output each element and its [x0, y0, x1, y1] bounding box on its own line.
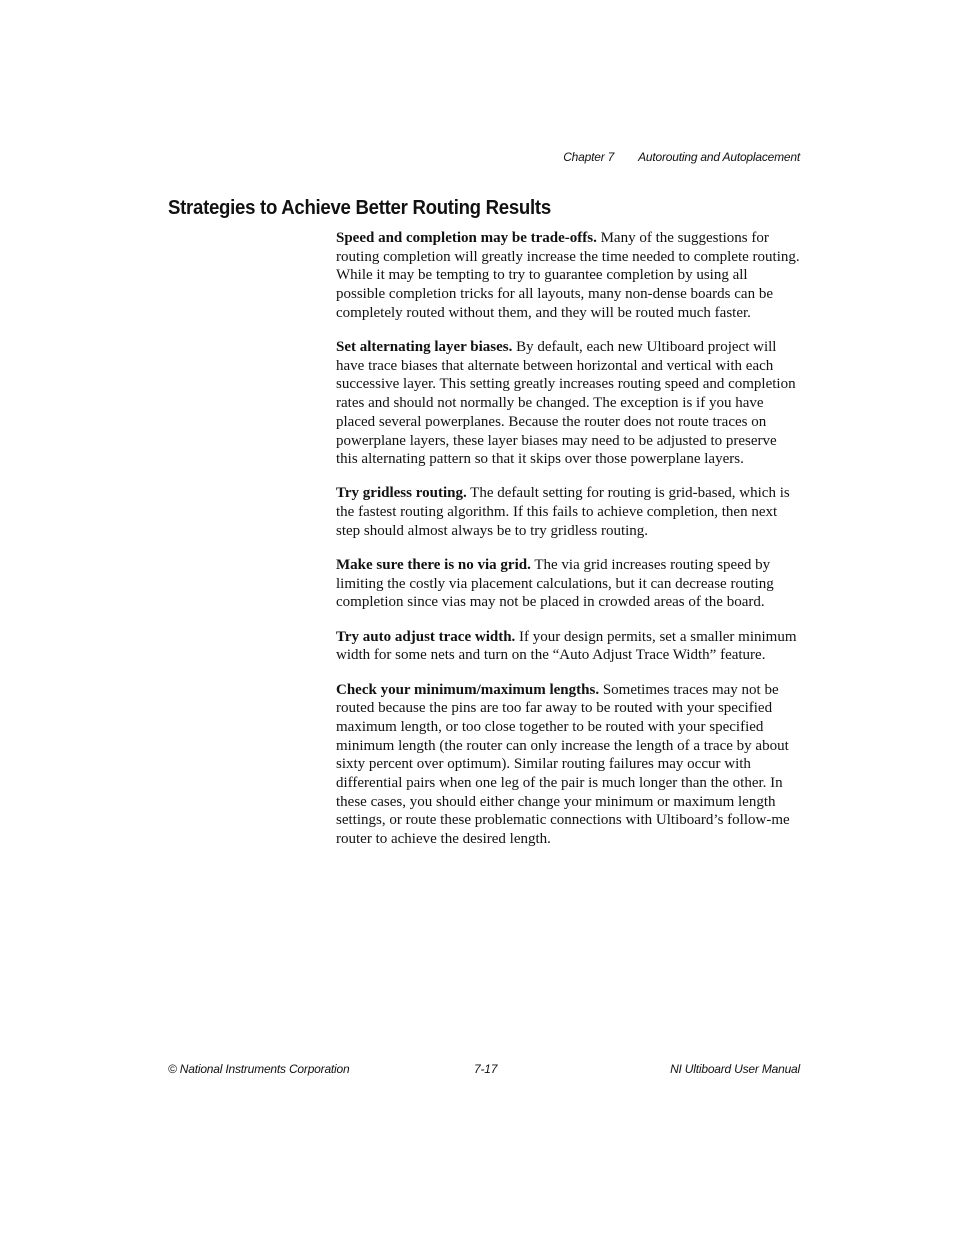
paragraph-lead: Try gridless routing. — [336, 485, 467, 502]
header-chapter-title: Autorouting and Autoplacement — [638, 150, 800, 164]
header-chapter: Chapter 7 — [563, 150, 615, 164]
paragraph-text: The default setting for routing is grid-based, which is the fastest routing algorithm. If this fails to achieve completion, then next step should almost always be to try gridless routing. — [336, 485, 790, 539]
paragraph-lead: Check your minimum/maximum lengths. — [336, 681, 600, 698]
paragraph-gridless-routing — [336, 484, 800, 540]
paragraph-via-grid — [336, 556, 800, 612]
body-text — [336, 229, 800, 864]
paragraph-lead: Make sure there is no via grid. — [336, 557, 531, 574]
paragraph-lead: Try auto adjust trace width. — [336, 628, 516, 645]
paragraph-layer-biases — [336, 338, 800, 469]
footer-page-number: 7-17 — [474, 1062, 498, 1076]
paragraph-lead: Speed and completion may be trade-offs. — [336, 230, 597, 246]
paragraph-trace-width — [336, 628, 800, 665]
footer-manual-title: NI Ultiboard User Manual — [670, 1062, 800, 1076]
paragraph-speed-completion — [336, 229, 800, 323]
paragraph-text: Sometimes traces may not be routed because the pins are too far away to be routed with your specified maximum length, or too close together to be routed with your specified minimum length (the router can only increase the length of a trace by about sixty percent over optimum). Similar routing failures may occur with differential pairs when one leg of the pair is much longer than the other. In these cases, you should either change your minimum or maximum length settings, or route these problematic connections with Ultiboard’s follow-me router to achieve the desired length. — [336, 681, 790, 848]
running-header — [563, 150, 800, 164]
paragraph-text: The via grid increases routing speed by limiting the costly via placement calculations, but it can decrease routing completion since vias may not be placed in crowded areas of the board. — [336, 557, 774, 611]
section-title: Strategies to Achieve Better Routing Results — [168, 197, 551, 219]
footer-copyright: © National Instruments Corporation — [168, 1062, 350, 1076]
paragraph-lead: Set alternating layer biases. — [336, 339, 513, 356]
paragraph-text: If your design permits, set a smaller minimum width for some nets and turn on the “Auto Adjust Trace Width” feature. — [336, 628, 797, 664]
paragraph-text: Many of the suggestions for routing completion will greatly increase the time needed to complete routing. While it may be tempting to try to guarantee completion by using all possible completion tricks for all layouts, many non-dense boards can be completely routed without them, and they will be routed much faster. — [336, 230, 800, 321]
paragraph-min-max-lengths — [336, 681, 800, 849]
paragraph-text: By default, each new Ultiboard project will have trace biases that alternate between horizontal and vertical with each successive layer. This setting greatly increases routing speed and completion rates and should not normally be changed. The exception is if you have placed several powerplanes. Because the router does not route traces on powerplane layers, these layer biases may need to be adjusted to preserve this alternating pattern so that it skips over those powerplane layers. — [336, 339, 796, 468]
